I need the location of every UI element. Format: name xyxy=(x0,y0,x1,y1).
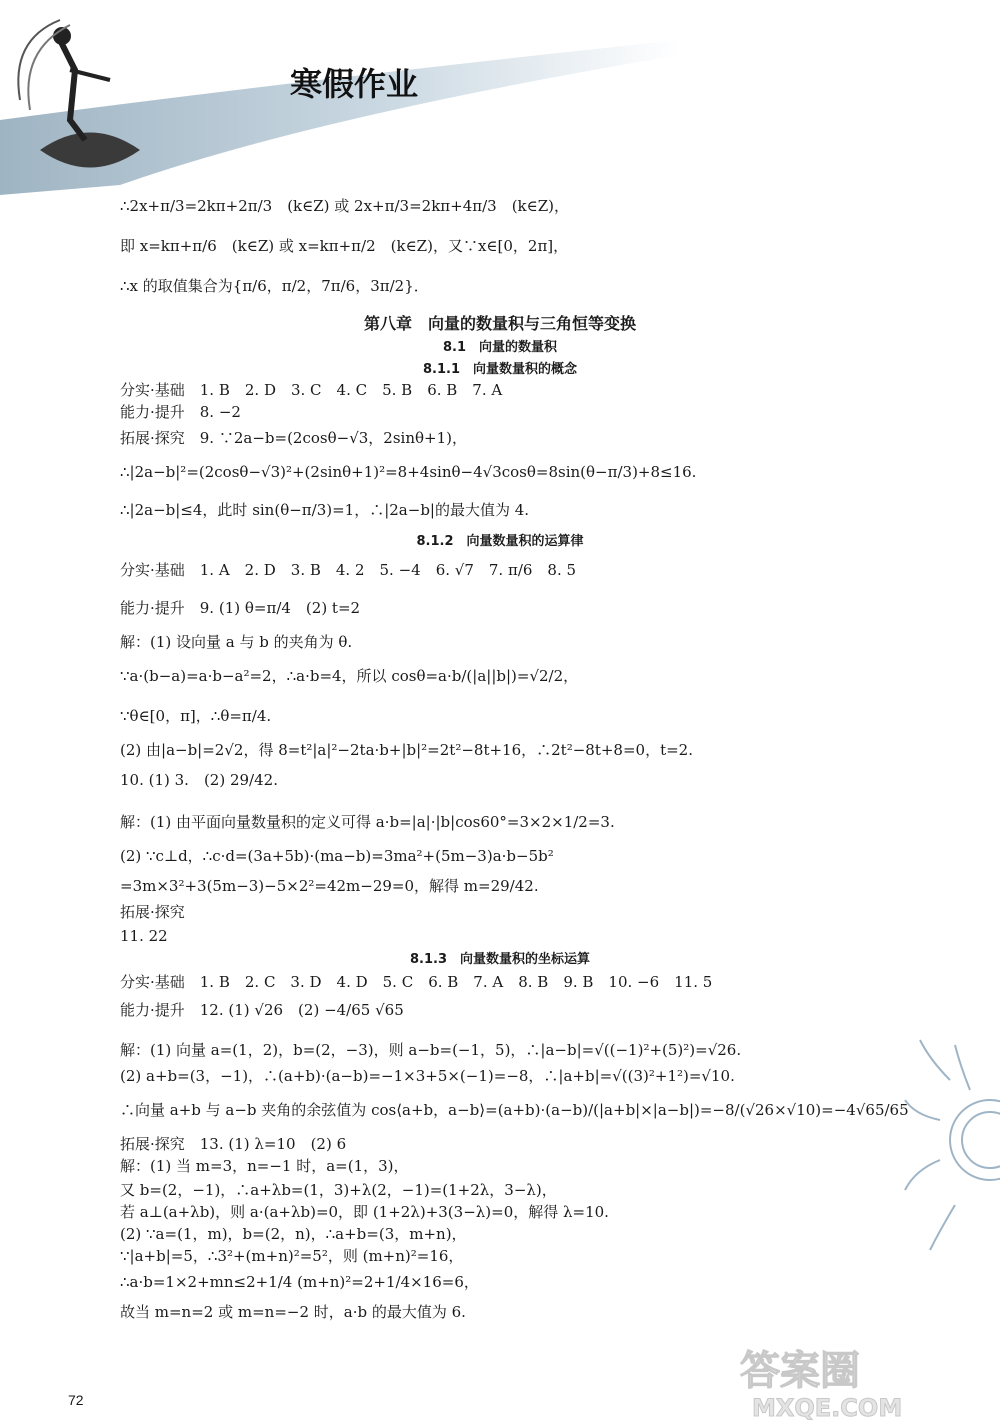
text-line: 分实·基础 1. B 2. D 3. C 4. C 5. B 6. B 7. A xyxy=(120,381,503,399)
text-line: ∴a·b=1×2+mn≤2+1/4 (m+n)²=2+1/4×16=6， xyxy=(120,1273,479,1291)
section-title: 8.1 向量的数量积 xyxy=(442,340,558,355)
text-line: 能力·提升 9. (1) θ=π/4 (2) t=2 xyxy=(120,599,361,617)
page-number: 72 xyxy=(68,1392,84,1408)
text-line: ∴|2a−b|²=(2cosθ−√3)²+(2sinθ+1)²=8+4sinθ−4√3cosθ=8sin(θ−π/3)+8≤16. xyxy=(120,463,697,481)
text-line: ∵θ∈[0，π]，∴θ=π/4. xyxy=(120,707,272,725)
text-line: 拓展·探究 xyxy=(120,903,185,921)
decorative-swirl-icon xyxy=(900,1020,1000,1260)
text-line: 能力·提升 12. (1) √26 (2) −4/65 √65 xyxy=(120,1001,404,1019)
text-line: 11. 22 xyxy=(120,927,168,945)
text-line: 拓展·探究 9. ∵2a−b=(2cosθ−√3，2sinθ+1)， xyxy=(120,429,467,447)
text-line: (2) a+b=(3，−1)，∴(a+b)·(a−b)=−1×3+5×(−1)=−8，∴|a+b|=√((3)²+1²)=√10. xyxy=(120,1067,735,1085)
watermark-logo xyxy=(730,1340,990,1422)
text-line: 能力·提升 8. −2 xyxy=(120,403,241,421)
text-line: (2) 由|a−b|=2√2，得 8=t²|a|²−2ta·b+|b|²=2t²−8t+16，∴2t²−8t+8=0，t=2. xyxy=(120,741,693,759)
text-line: ∴向量 a+b 与 a−b 夹角的余弦值为 cos⟨a+b，a−b⟩=(a+b)·(a−b)/(|a+b|×|a−b|)=−8/(√26×√10)=−4√65/65 xyxy=(120,1101,909,1119)
text-line: 又 b=(2，−1)，∴a+λb=(1，3)+λ(2，−1)=(1+2λ，3−λ)， xyxy=(120,1181,557,1199)
text-line: 解：(1) 设向量 a 与 b 的夹角为 θ. xyxy=(120,633,353,651)
text-line: 解：(1) 当 m=3，n=−1 时，a=(1，3)， xyxy=(120,1157,409,1175)
header-banner xyxy=(0,0,1000,195)
text-line: 分实·基础 1. B 2. C 3. D 4. D 5. C 6. B 7. A 8. B 9. B 10. −6 11. 5 xyxy=(120,973,713,991)
chapter-title: 第八章 向量的数量积与三角恒等变换 xyxy=(363,314,636,333)
text-line: =3m×3²+3(5m−3)−5×2²=42m−29=0，解得 m=29/42. xyxy=(120,877,539,895)
text-line: (2) ∵a=(1，m)，b=(2，n)，∴a+b=(3，m+n)， xyxy=(120,1225,467,1243)
text-line: 故当 m=n=2 或 m=n=−2 时，a·b 的最大值为 6. xyxy=(120,1303,466,1321)
banner-title: 寒假作业 xyxy=(290,65,419,103)
text-line: (2) ∵c⊥d，∴c·d=(3a+5b)·(ma−b)=3ma²+(5m−3)a·b−5b² xyxy=(120,847,554,865)
subsection-title: 8.1.2 向量数量积的运算律 xyxy=(416,534,584,549)
subsection-title: 8.1.3 向量数量积的坐标运算 xyxy=(409,952,590,967)
text-line: 即 x=kπ+π/6 (k∈Z) 或 x=kπ+π/2 (k∈Z)，又∵x∈[0，2π]， xyxy=(120,237,569,255)
subsection-title: 8.1.1 向量数量积的概念 xyxy=(422,362,577,377)
text-line: ∵a·(b−a)=a·b−a²=2，∴a·b=4，所以 cosθ=a·b/(|a||b|)=√2/2， xyxy=(120,667,579,685)
text-line: 解：(1) 向量 a=(1，2)，b=(2，−3)，则 a−b=(−1，5)，∴|a−b|=√((−1)²+(5)²)=√26. xyxy=(120,1041,742,1059)
watermark-url: MXQE.COM xyxy=(752,1394,903,1422)
text-line: ∴2x+π/3=2kπ+2π/3 (k∈Z) 或 2x+π/3=2kπ+4π/3 (k∈Z)， xyxy=(120,197,570,215)
text-line: ∴|2a−b|≤4，此时 sin(θ−π/3)=1，∴|2a−b|的最大值为 4. xyxy=(120,501,530,519)
text-line: 分实·基础 1. A 2. D 3. B 4. 2 5. −4 6. √7 7. π/6 8. 5 xyxy=(120,561,577,579)
text-line: 拓展·探究 13. (1) λ=10 (2) 6 xyxy=(120,1135,347,1153)
text-line: ∴x 的取值集合为{π/6，π/2，7π/6，3π/2}． xyxy=(120,277,429,295)
text-line: 若 a⊥(a+λb)，则 a·(a+λb)=0，即 (1+2λ)+3(3−λ)=0，解得 λ=10. xyxy=(120,1203,609,1221)
text-line: 10. (1) 3. (2) 29/42. xyxy=(120,771,278,789)
watermark-text: 答案圈 xyxy=(740,1348,860,1394)
text-line: ∵|a+b|=5，∴3²+(m+n)²=5²，则 (m+n)²=16， xyxy=(120,1247,464,1265)
text-line: 解：(1) 由平面向量数量积的定义可得 a·b=|a|·|b|cos60°=3×2×1/2=3. xyxy=(120,813,615,831)
